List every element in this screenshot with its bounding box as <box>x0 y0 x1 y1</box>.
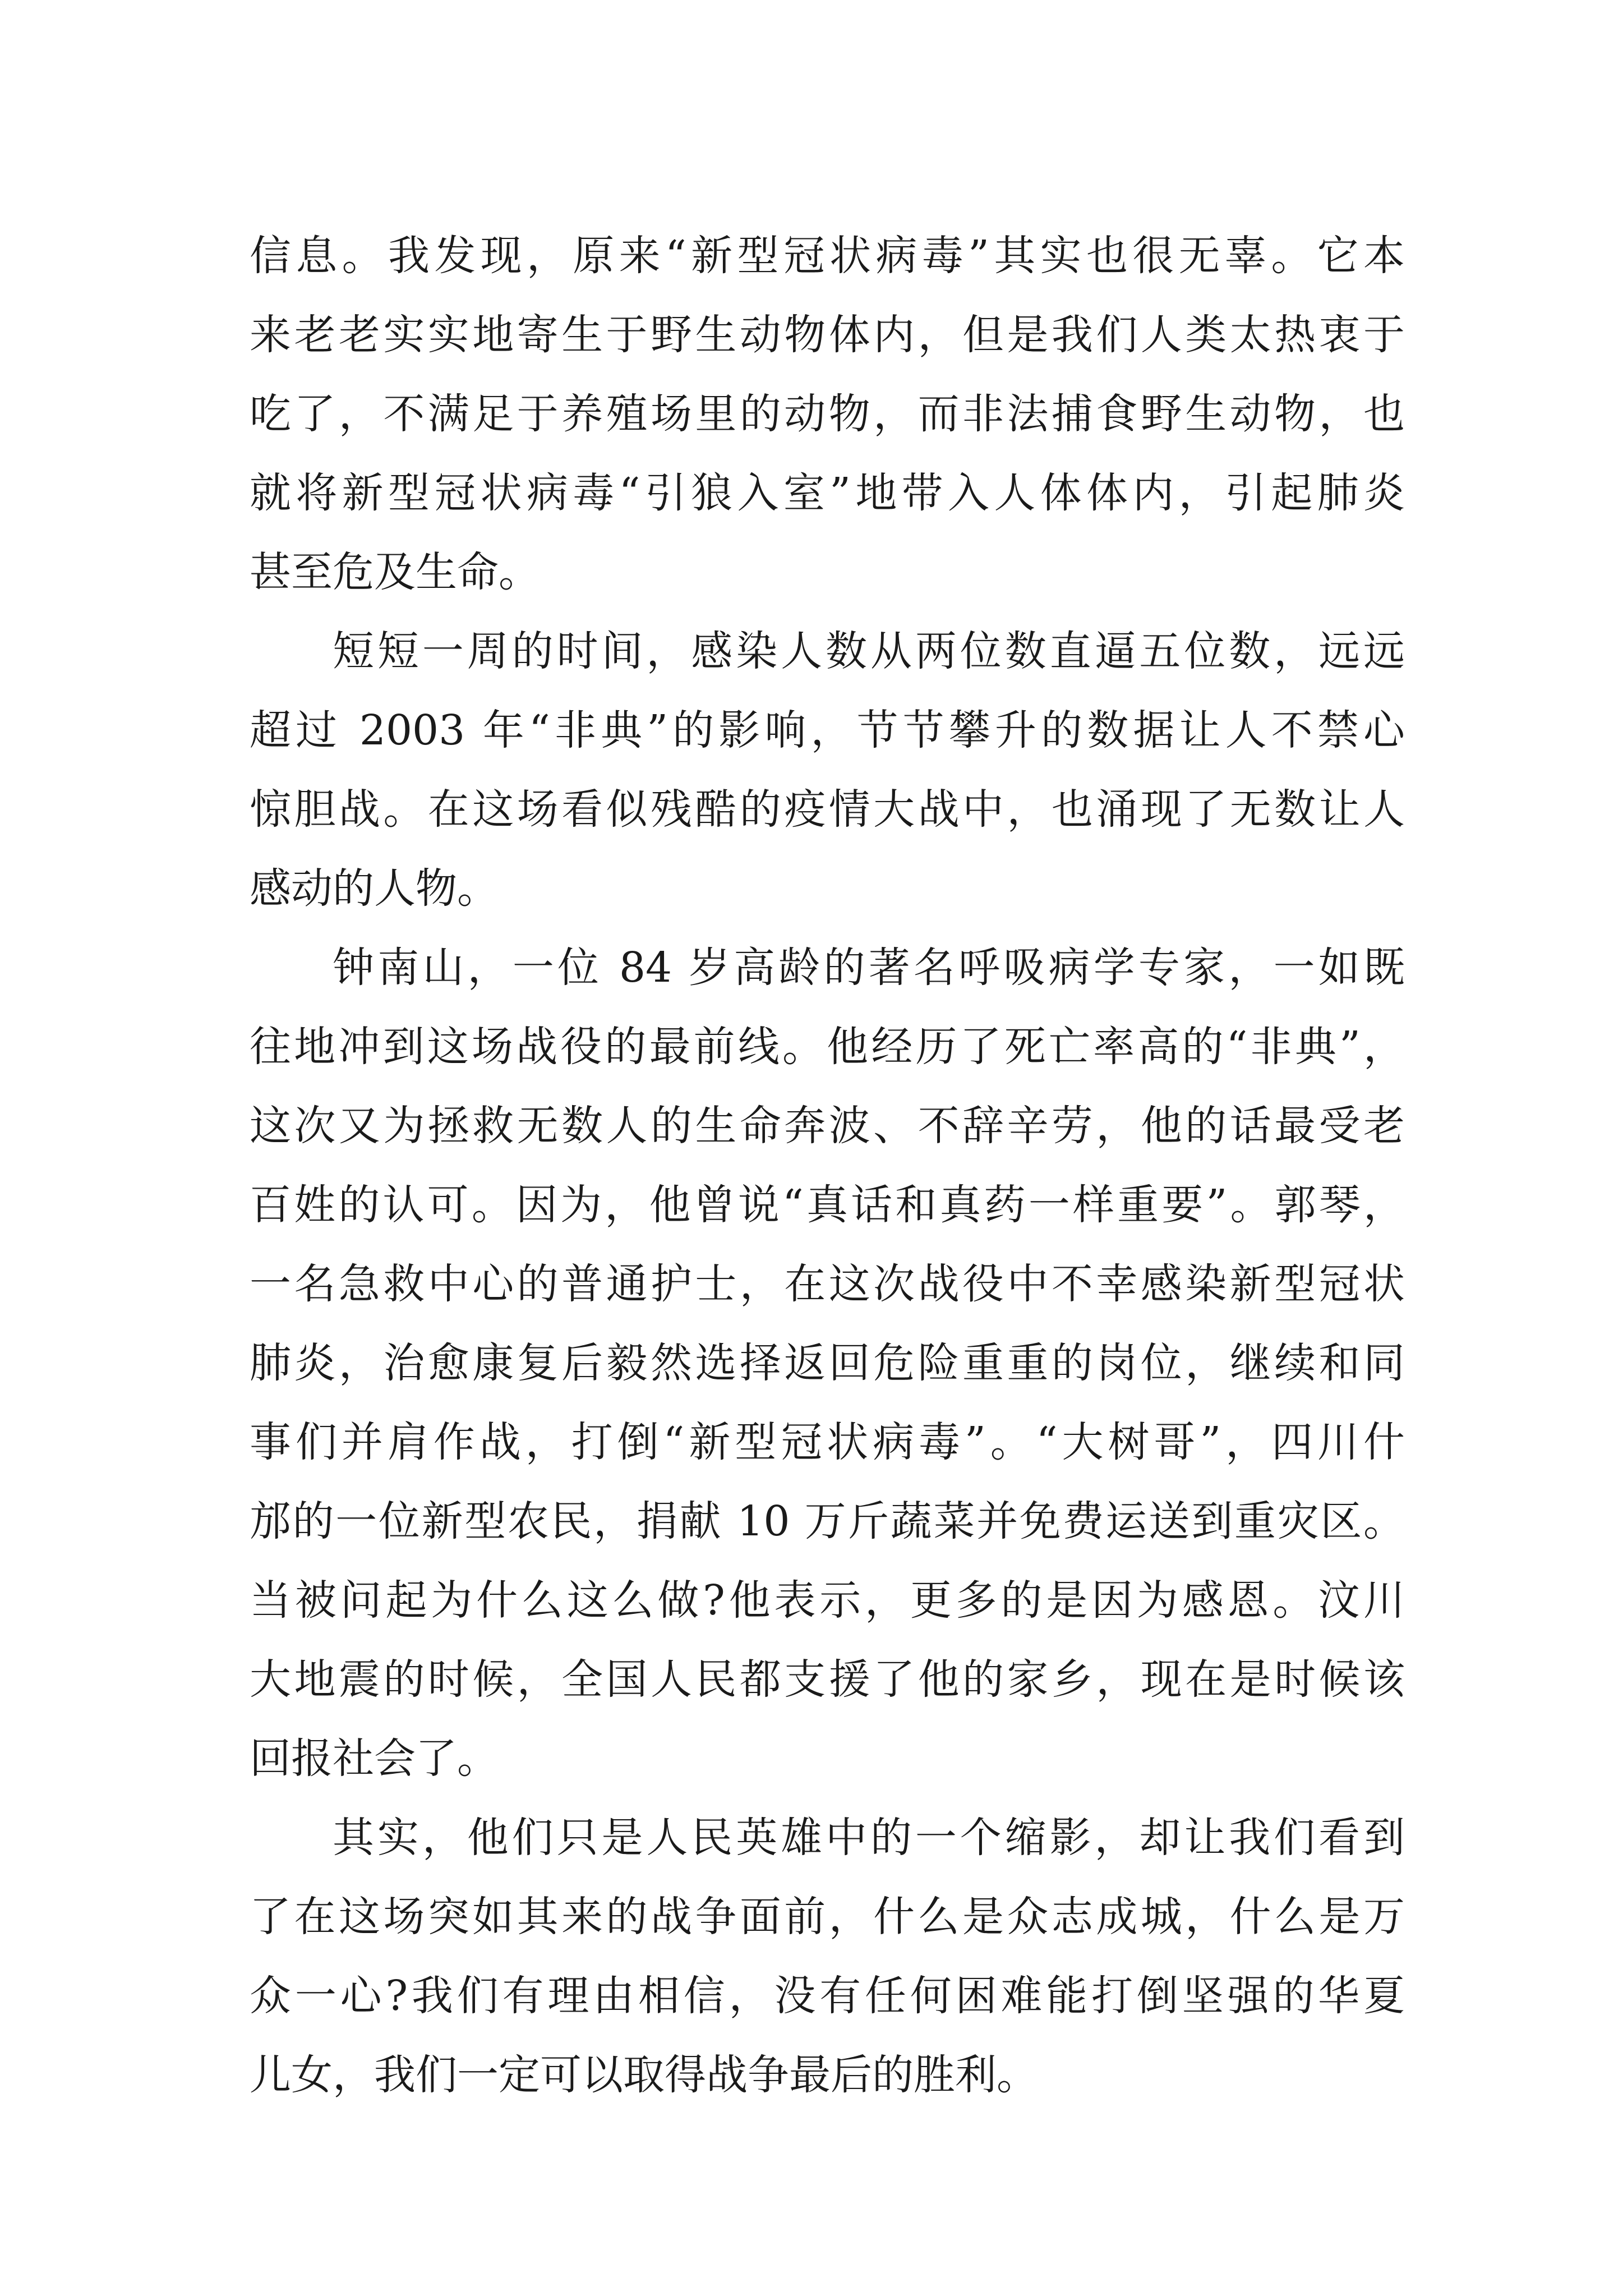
text-line: 儿女，我们一定可以取得战争最后的胜利。 <box>250 2051 1038 2099</box>
text-line: 短短一周的时间，感染人数从两位数直逼五位数，远远 <box>333 627 1405 675</box>
text-line: 了在这场突如其来的战争面前，什么是众志成城，什么是万 <box>250 1893 1405 1941</box>
paragraph-2 <box>250 612 1405 928</box>
text-line: 甚至危及生命。 <box>250 548 540 596</box>
text-line: 惊胆战。在这场看似残酷的疫情大战中，也涌现了无数让人 <box>250 785 1405 834</box>
text-line: 大地震的时候，全国人民都支援了他的家乡，现在是时候该 <box>250 1655 1405 1704</box>
text-line: 钟南山，一位 84 岁高龄的著名呼吸病学专家，一如既 <box>333 944 1405 992</box>
text-line: 当被问起为什么这么做?他表示，更多的是因为感恩。汶川 <box>250 1576 1405 1625</box>
text-line: 往地冲到这场战役的最前线。他经历了死亡率高的“非典”， <box>250 1023 1405 1071</box>
text-line: 肺炎，治愈康复后毅然选择返回危险重重的岗位，继续和同 <box>250 1339 1405 1387</box>
text-line: 邡的一位新型农民，捐献 10 万斤蔬菜并免费运送到重灾区。 <box>250 1497 1405 1545</box>
paragraph-1 <box>250 217 1405 612</box>
text-line: 信息。我发现，原来“新型冠状病毒”其实也很无辜。它本 <box>250 232 1405 280</box>
text-line: 来老老实实地寄生于野生动物体内，但是我们人类太热衷于 <box>250 311 1405 359</box>
text-line: 众一心?我们有理由相信，没有任何困难能打倒坚强的华夏 <box>250 1972 1405 2020</box>
body-text <box>250 217 1405 2115</box>
text-line: 超过 2003 年“非典”的影响，节节攀升的数据让人不禁心 <box>250 706 1405 754</box>
text-line: 回报社会了。 <box>250 1734 499 1783</box>
text-line: 吃了，不满足于养殖场里的动物，而非法捕食野生动物，也 <box>250 390 1405 438</box>
text-line: 百姓的认可。因为，他曾说“真话和真药一样重要”。郭琴， <box>250 1181 1405 1229</box>
text-line: 就将新型冠状病毒“引狼入室”地带入人体体内，引起肺炎 <box>250 469 1405 517</box>
paragraph-4 <box>250 1798 1405 2115</box>
text-line: 这次又为拯救无数人的生命奔波、不辞辛劳，他的话最受老 <box>250 1102 1405 1150</box>
paragraph-3 <box>250 928 1405 1798</box>
text-line: 一名急救中心的普通护士，在这次战役中不幸感染新型冠状 <box>250 1260 1405 1308</box>
text-line: 其实，他们只是人民英雄中的一个缩影，却让我们看到 <box>333 1814 1405 1862</box>
text-line: 事们并肩作战，打倒“新型冠状病毒”。“大树哥”，四川什 <box>250 1418 1405 1466</box>
text-line: 感动的人物。 <box>250 864 499 913</box>
